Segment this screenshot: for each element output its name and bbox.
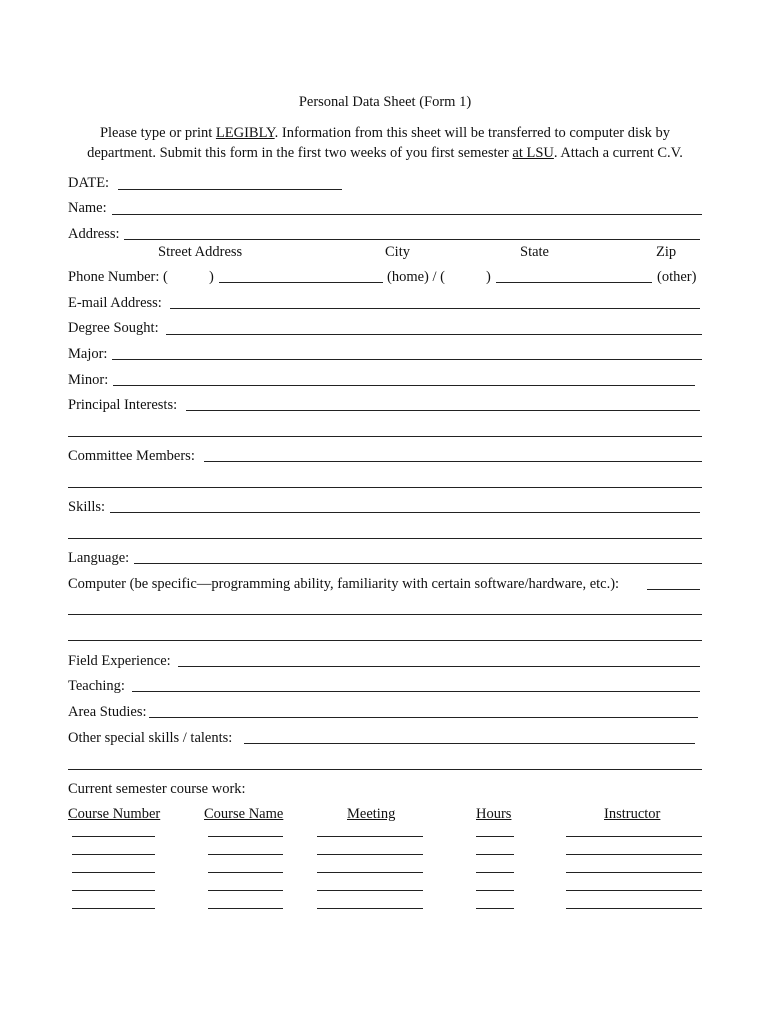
name-label: Name: [68, 200, 107, 216]
language-label: Language: [68, 550, 130, 566]
column-instructor [604, 807, 660, 822]
intro-text: department. Submit this form in the first two weeks of you first semester [87, 145, 513, 161]
intro-text: . Information from this sheet will be transferred to computer disk by [274, 125, 671, 141]
intro-legibly: LEGIBLY [215, 125, 275, 141]
column-label: Hours [476, 806, 512, 822]
meeting-field[interactable] [317, 854, 423, 855]
home-label: (home) / ( [387, 269, 445, 285]
meeting-field[interactable] [317, 836, 423, 837]
hours-field[interactable] [476, 872, 514, 873]
street-address-caption: Street Address [158, 244, 243, 260]
instructor-field[interactable] [566, 908, 702, 909]
instructor-field[interactable] [566, 890, 702, 891]
column-label: Instructor [604, 806, 661, 822]
other-label: (other) [657, 269, 697, 285]
degree-field[interactable] [166, 334, 702, 335]
minor-field[interactable] [113, 385, 695, 386]
address-field[interactable] [124, 239, 700, 240]
other-phone-field[interactable] [496, 282, 652, 283]
computer-label: Computer (be specific—programming ability, familiarity with certain software/hardware, etc.): [68, 576, 620, 592]
intro-at-lsu: at LSU [512, 145, 554, 161]
area-studies-label: Area Studies: [68, 704, 147, 720]
other-skills-label: Other special skills / talents: [68, 730, 233, 746]
intro-text: Please type or print [99, 125, 216, 141]
intro-text: . Attach a current C.V. [553, 145, 683, 161]
instructor-field[interactable] [566, 836, 702, 837]
phone-label: Phone Number: ( [68, 269, 168, 285]
coursework-heading: Current semester course work: [68, 781, 246, 797]
computer-field[interactable] [647, 589, 700, 590]
course-number-field[interactable] [72, 872, 155, 873]
other-skills-field[interactable] [244, 743, 695, 744]
phone-paren-close: ) [209, 269, 214, 285]
field-experience-label: Field Experience: [68, 653, 171, 669]
hours-field[interactable] [476, 836, 514, 837]
committee-field-2[interactable] [68, 487, 702, 488]
column-label: Course Number [68, 806, 161, 822]
state-caption: State [520, 244, 549, 260]
meeting-field[interactable] [317, 890, 423, 891]
course-number-field[interactable] [72, 854, 155, 855]
hours-field[interactable] [476, 908, 514, 909]
course-name-field[interactable] [208, 890, 283, 891]
instructor-field[interactable] [566, 854, 702, 855]
degree-label: Degree Sought: [68, 320, 159, 336]
committee-field[interactable] [204, 461, 702, 462]
email-label: E-mail Address: [68, 295, 162, 311]
intro-line-2 [0, 146, 770, 161]
principal-interests-field-2[interactable] [68, 436, 702, 437]
course-name-field[interactable] [208, 872, 283, 873]
city-caption: City [385, 244, 410, 260]
computer-field-3[interactable] [68, 640, 702, 641]
meeting-field[interactable] [317, 908, 423, 909]
skills-field-2[interactable] [68, 538, 702, 539]
course-name-field[interactable] [208, 836, 283, 837]
course-number-field[interactable] [72, 908, 155, 909]
phone-paren-close: ) [486, 269, 491, 285]
instructor-field[interactable] [566, 872, 702, 873]
major-label: Major: [68, 346, 108, 362]
computer-field-2[interactable] [68, 614, 702, 615]
meeting-field[interactable] [317, 872, 423, 873]
principal-interests-field[interactable] [186, 410, 700, 411]
minor-label: Minor: [68, 372, 109, 388]
course-number-field[interactable] [72, 836, 155, 837]
address-label: Address: [68, 226, 120, 242]
field-experience-field[interactable] [178, 666, 700, 667]
zip-caption: Zip [656, 244, 677, 260]
form-title: Personal Data Sheet (Form 1) [298, 94, 472, 110]
skills-field[interactable] [110, 512, 700, 513]
teaching-label: Teaching: [68, 678, 125, 694]
column-course-number [68, 807, 160, 822]
principal-interests-label: Principal Interests: [68, 397, 178, 413]
intro-line-1 [0, 126, 770, 141]
column-label: Meeting [347, 806, 396, 822]
language-field[interactable] [134, 563, 702, 564]
skills-label: Skills: [68, 499, 106, 515]
home-phone-field[interactable] [219, 282, 383, 283]
hours-field[interactable] [476, 890, 514, 891]
date-label: DATE: [68, 175, 110, 191]
course-name-field[interactable] [208, 854, 283, 855]
column-meeting [347, 807, 395, 822]
column-course-name [204, 807, 283, 822]
email-field[interactable] [170, 308, 700, 309]
hours-field[interactable] [476, 854, 514, 855]
course-number-field[interactable] [72, 890, 155, 891]
column-label: Course Name [204, 806, 284, 822]
committee-label: Committee Members: [68, 448, 195, 464]
other-skills-field-2[interactable] [68, 769, 702, 770]
teaching-field[interactable] [132, 691, 700, 692]
area-studies-field[interactable] [149, 717, 698, 718]
name-field[interactable] [112, 214, 702, 215]
column-hours [476, 807, 511, 822]
course-name-field[interactable] [208, 908, 283, 909]
date-field[interactable] [118, 189, 342, 190]
major-field[interactable] [112, 359, 702, 360]
